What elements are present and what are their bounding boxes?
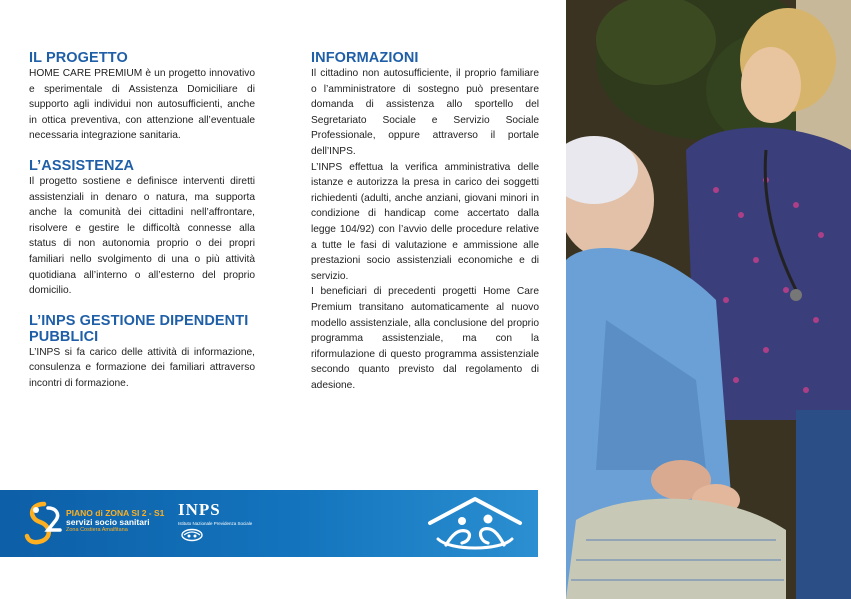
logo1-line3: Zona Costiera Amalfitana: [66, 527, 128, 533]
informazioni-paragraph-2: L’INPS effettua la verifica amministrativa delle istanze e autorizza la presa in carico dei soggetti richiedenti (adulti, anche anziani, giovani minori in condizione di handicap come accertato dalla legge 104/92) con l’avvio delle procedure relative a tutte le fasi di valutazione e ammissione alle prestazioni socio assistenziali economiche e di servizio.: [311, 161, 539, 282]
informazioni-paragraph-1: Il cittadino non autosufficiente, il proprio familiare o l’amministratore di sostegno può presentare domanda di assistenza allo sportello del Segretariato Sociale e Servizio Sociale Professionale, oppure attraverso il portale dell’INPS.: [311, 68, 539, 157]
section-body-assistenza: Il progetto sostiene e definisce interventi diretti assistenziali in denaro o natura, ma supporta anche la comunità dei cittadini nell’affrontare, risolvere e gestire le difficoltà connesse alla status di non autonomia proprio o dei propri familiari nello svolgimento di una o più attività quotidiana all’interno o all’esterno del proprio domicilio.: [29, 175, 255, 297]
section-body-progetto: HOME CARE PREMIUM è un progetto innovativo e sperimentale di Assistenza Domiciliare di supporto agli individui non autosufficienti, anche in ottica preventiva, con attenzione all’eventuale necessaria integrazione sanitaria.: [29, 68, 255, 142]
right-column: [311, 50, 539, 393]
informazioni-paragraph-3: I beneficiari di precedenti progetti Home Care Premium transitano automaticamente al nuovo modello assistenziale, alla conclusione del proprio programma assistenziale, ma con la riformulazione di questo programma assistenziale secondo quanto previsto dal regolamento di adesione.: [311, 286, 539, 391]
footer-band: [0, 490, 538, 557]
section-heading-inps: L’INPS GESTIONE DIPENDENTI PUBBLICI: [29, 312, 249, 345]
home-care-house-logo-icon: [426, 495, 524, 553]
inps-emblem-icon: [180, 528, 204, 542]
logo1-line1: PIANO di ZONA SI 2 - S1: [66, 508, 165, 518]
section-heading-assistenza: L’ASSISTENZA: [29, 157, 135, 174]
logo1-line2: servizi socio sanitari: [66, 517, 150, 527]
piano-di-zona-logo-icon: [22, 500, 66, 548]
section-body-inps: L’INPS si fa carico delle attività di informazione, consulenza e formazione dei familiari attraverso incontri di formazione.: [29, 346, 255, 389]
photo-illustration-icon: [566, 0, 851, 599]
section-heading-progetto: IL PROGETTO: [29, 50, 128, 66]
elderly-care-photo: [566, 0, 851, 599]
inps-subtitle: Istituto Nazionale Previdenza Sociale: [178, 521, 253, 526]
section-heading-informazioni: INFORMAZIONI: [311, 50, 419, 66]
inps-logo: INPS: [178, 500, 221, 519]
left-column: [29, 50, 255, 392]
